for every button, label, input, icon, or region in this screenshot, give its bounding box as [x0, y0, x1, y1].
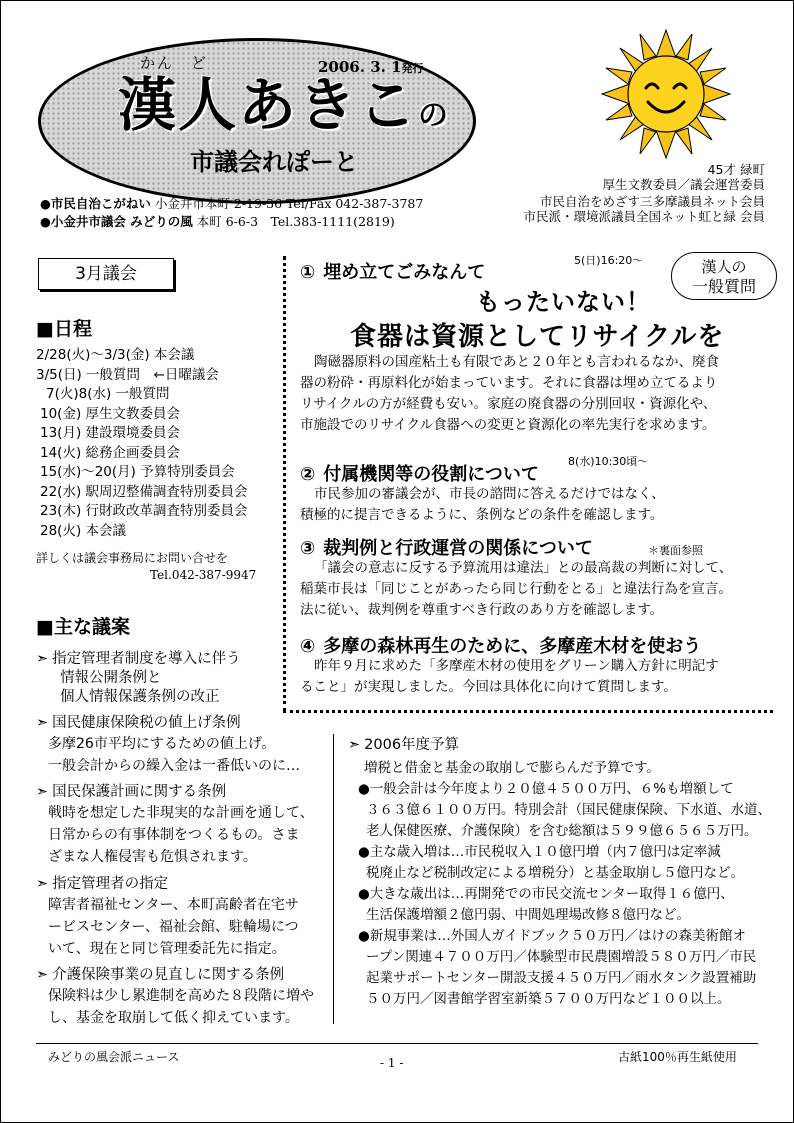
- bill-line: ービスセンター、福祉会館、駐輪場につ: [48, 919, 299, 935]
- bill-title: [36, 966, 336, 985]
- page-title: [118, 71, 451, 139]
- q4-number: ④: [300, 636, 316, 657]
- footer-newsletter-name: みどりの風会派ニュース: [48, 1050, 180, 1064]
- budget-title: [348, 736, 459, 755]
- q3-title-text: 裁判例と行政運営の関係について: [323, 538, 593, 559]
- q1-title-text: 埋め立てごみなんて: [323, 262, 486, 283]
- bill-line: 戦時を想定した非現実的な計画を通して、: [48, 805, 314, 821]
- profile-age: 45才 緑町: [707, 162, 765, 177]
- q3-title: [300, 534, 593, 560]
- q1-body-line: 陶磁器原料の国産粘土も有限であと２０年とも言われるなか、廃食: [314, 354, 719, 370]
- budget-title-text: 2006年度予算: [364, 737, 460, 753]
- schedule-list: [36, 346, 248, 541]
- schedule-item: 2/28(火)～3/3(金) 本会議: [36, 347, 195, 363]
- bill-title-text: 指定管理者制度を導入に伴う: [52, 651, 241, 667]
- schedule-item-text: 3/5(日) 一般質問 ←日曜議会: [36, 366, 219, 383]
- q3-number: ③: [300, 538, 316, 559]
- q2-number: ②: [300, 464, 316, 485]
- q3-reference: ＊裏面参照: [648, 544, 703, 557]
- q3-body: [300, 558, 732, 621]
- schedule-item: 23(木) 行財政改革調査特別委員会: [40, 503, 248, 519]
- schedule-item: 13(月) 建設環境委員会: [40, 425, 181, 441]
- march-session-label: 3月議会: [38, 258, 174, 290]
- bill-line: 日常からの有事体制をつくるもの。さま: [48, 827, 300, 843]
- budget-divider: [333, 734, 334, 1024]
- q1-headline-2: 食器は資源としてリサイクルを: [350, 322, 725, 352]
- badge-line-1: 漢人の: [701, 258, 747, 276]
- title-ruby: かん ど: [140, 54, 209, 72]
- arrow-icon: ➣: [36, 784, 49, 800]
- budget-line: 税廃止など税制改定による増税分）と基金取崩し５億円など。: [366, 865, 744, 881]
- schedule-item: 15(水)～20(月) 予算特別委員会: [40, 464, 235, 480]
- bill-title: [36, 783, 336, 802]
- bill-line: 情報公開条例と: [60, 670, 162, 686]
- q1-body-line: 器の粉砕・再原料化が始まっています。それに食器は埋め立てるより: [300, 375, 718, 391]
- footer-rule: [36, 1043, 758, 1044]
- profile-network-2: 市民派・環境派議員全国ネット虹と緑 会員: [523, 209, 765, 224]
- profile-network-1: 市民自治をめざす三多摩議員ネット会員: [539, 194, 765, 209]
- bill-item: [36, 714, 336, 777]
- page-title-text: 漢人あきこ: [118, 71, 419, 139]
- bill-title-text: 指定管理者の指定: [52, 876, 169, 892]
- question-block-border-bottom: [283, 710, 773, 713]
- bill-line: 個人情報保護条例の改正: [60, 689, 220, 705]
- q2-title-text: 付属機関等の役割について: [323, 464, 539, 485]
- schedule-item: 28(火) 本会議: [40, 522, 127, 539]
- q4-title-text: 多摩の森林再生のために、多摩産木材を使おう: [323, 636, 702, 657]
- budget-line: 老人保健医療、介護保険）を含む総額は５９９億６５６５万円。: [366, 823, 758, 839]
- q1-body-line: リサイクルの方が経費も安い。家庭の廃食器の分別回収・資源化や、: [300, 396, 717, 412]
- budget-line: 生活保護増額２億円弱、中間処理場改修８億円など。: [366, 907, 690, 923]
- sun-icon: [600, 28, 732, 160]
- schedule-heading: ■日程: [36, 318, 92, 340]
- bill-line: ざまな人権侵害も危惧されます。: [48, 849, 257, 865]
- general-question-badge: [671, 252, 777, 300]
- contact-line-1: [40, 195, 423, 213]
- q4-body-line: 昨年９月に求めた「多摩産木材の使用をグリーン購入方針に明記す: [314, 658, 719, 674]
- q3-body-line: 法に従い、裁判例を尊重すべき行政のあり方を確認します。: [300, 602, 664, 618]
- bill-title-text: 国民保護計画に関する条例: [52, 784, 227, 800]
- contact-2-address: 本町 6-6-3 Tel.383-1111(2819): [196, 214, 395, 229]
- budget-line: ●新規事業は…外国人ガイドブック５０万円／はけの森美術館オ: [358, 928, 747, 944]
- contact-1-label: ●市民自治こがねい: [40, 196, 151, 211]
- bill-line: 多摩26市平均にするための値上げ。: [48, 736, 276, 752]
- schedule-item: 7(火)8(水) 一般質問: [46, 386, 170, 402]
- q2-body: [300, 484, 665, 526]
- budget-line: ３６３億６１００万円。特別会計（国民健康保険、下水道、水道、: [366, 802, 771, 818]
- q1-time: 5(日)16:20～: [574, 254, 644, 267]
- arrow-icon: ➣: [36, 651, 49, 667]
- q4-body-line: ること」が実現しました。今回は具体化に向けて質問します。: [300, 679, 677, 695]
- q1-title: [300, 258, 485, 284]
- page-subtitle: 市議会れぽーと: [190, 148, 358, 176]
- arrow-icon: ➣: [36, 876, 49, 892]
- schedule-item: 14(火) 総務企画委員会: [40, 444, 181, 461]
- page-title-suffix: の: [418, 98, 451, 133]
- issue-date-suffix: 発行: [401, 62, 424, 75]
- bill-line: 障害者福祉センター、本町高齢者在宅サ: [48, 897, 299, 913]
- q2-body-line: 積極的に提言できるように、条例などの条件を確認します。: [300, 507, 664, 523]
- arrow-icon: ➣: [36, 967, 49, 983]
- budget-line: ●主な歳入増は…市民税収入１０億円増（内７億円は定率減: [358, 844, 721, 860]
- bills-heading: ■主な議案: [36, 616, 130, 638]
- bill-line: し、基金を取崩して低く抑えています。: [48, 1010, 299, 1026]
- budget-intro: 増税と借金と基金の取崩しで膨らんだ予算です。: [364, 760, 660, 776]
- budget-line: ５０万円／図書館学習室新築５７００万円など１００以上。: [366, 991, 731, 1007]
- budget-lines: [358, 779, 771, 1010]
- schedule-item: [36, 366, 248, 386]
- profile-committee: 厚生文教委員／議会運営委員: [602, 177, 765, 192]
- q1-body: [300, 352, 719, 436]
- issue-date-value: 2006. 3. 1: [318, 58, 402, 76]
- question-block-border-left: [283, 256, 286, 712]
- q4-body: [300, 656, 719, 698]
- bill-title-text: 国民健康保険税の値上げ条例: [52, 715, 241, 731]
- bill-item: [36, 783, 336, 868]
- contact-line-2: [40, 213, 395, 231]
- inquiry-note: 詳しくは議会事務局にお問い合せを: [36, 551, 229, 565]
- q4-title: [300, 632, 701, 658]
- bill-title: [36, 714, 336, 733]
- bill-item: [36, 966, 336, 1029]
- q2-title: [300, 460, 539, 486]
- q2-body-line: 市民参加の審議会が、市長の諮問に答えるだけではなく、: [314, 486, 665, 502]
- budget-line: ●一般会計は今年度より２０億４５００万円、６%も増額して: [358, 781, 734, 797]
- badge-line-2: 一般質問: [691, 277, 756, 296]
- bill-title: [36, 875, 336, 894]
- q1-body-line: 市施設でのリサイクル食器への変更と資源化の率先実行を求めます。: [300, 417, 716, 433]
- q1-headline-1: もったいない！: [476, 288, 651, 316]
- arrow-icon: ➣: [348, 737, 361, 753]
- budget-line: 起業サポートセンター開設支援４５０万円／雨水タンク設置補助: [366, 970, 757, 986]
- bill-line: 保険料は少し累進制を高めた８段階に増や: [48, 988, 314, 1004]
- bill-title-text: 介護保険事業の見直しに関する条例: [52, 967, 285, 983]
- q2-time: 8(水)10:30頃～: [568, 455, 649, 468]
- budget-line: ープン関連４７００万円／体験型市民農園増設５８０万円／市民: [366, 949, 757, 965]
- page-number: - 1 -: [380, 1056, 404, 1070]
- bill-title: [36, 650, 306, 669]
- contact-1-address: 小金井市本町 2-19-36 Tel/Fax 042-387-3787: [154, 196, 424, 211]
- bill-line: 一般会計からの繰入金は一番低いのに…: [48, 758, 300, 774]
- q1-number: ①: [300, 262, 316, 283]
- bill-item: [36, 650, 306, 707]
- contact-2-label: ●小金井市議会 みどりの風: [40, 214, 193, 229]
- arrow-icon: ➣: [36, 715, 49, 731]
- bill-item: [36, 875, 336, 960]
- inquiry-tel: Tel.042-387-9947: [150, 568, 257, 582]
- q3-body-line: 「議会の意志に反する予算流用は違法」との最高裁の判断に対して、: [314, 560, 733, 576]
- q3-body-line: 稲葉市長は「同じことがあったら同じ行動をとる」と違法行為を宣言。: [300, 581, 732, 597]
- bill-line: いて、現在と同じ管理委託先に指定。: [48, 941, 286, 957]
- profile-block: [520, 162, 765, 224]
- budget-line: ●大きな歳出は…再開発での市民交流センター取得１６億円、: [358, 886, 734, 902]
- footer-recycled-paper: 古紙100％再生紙使用: [618, 1050, 737, 1064]
- schedule-item: 22(水) 駅周辺整備調査特別委員会: [40, 483, 248, 500]
- schedule-item: 10(金) 厚生文教委員会: [40, 405, 181, 422]
